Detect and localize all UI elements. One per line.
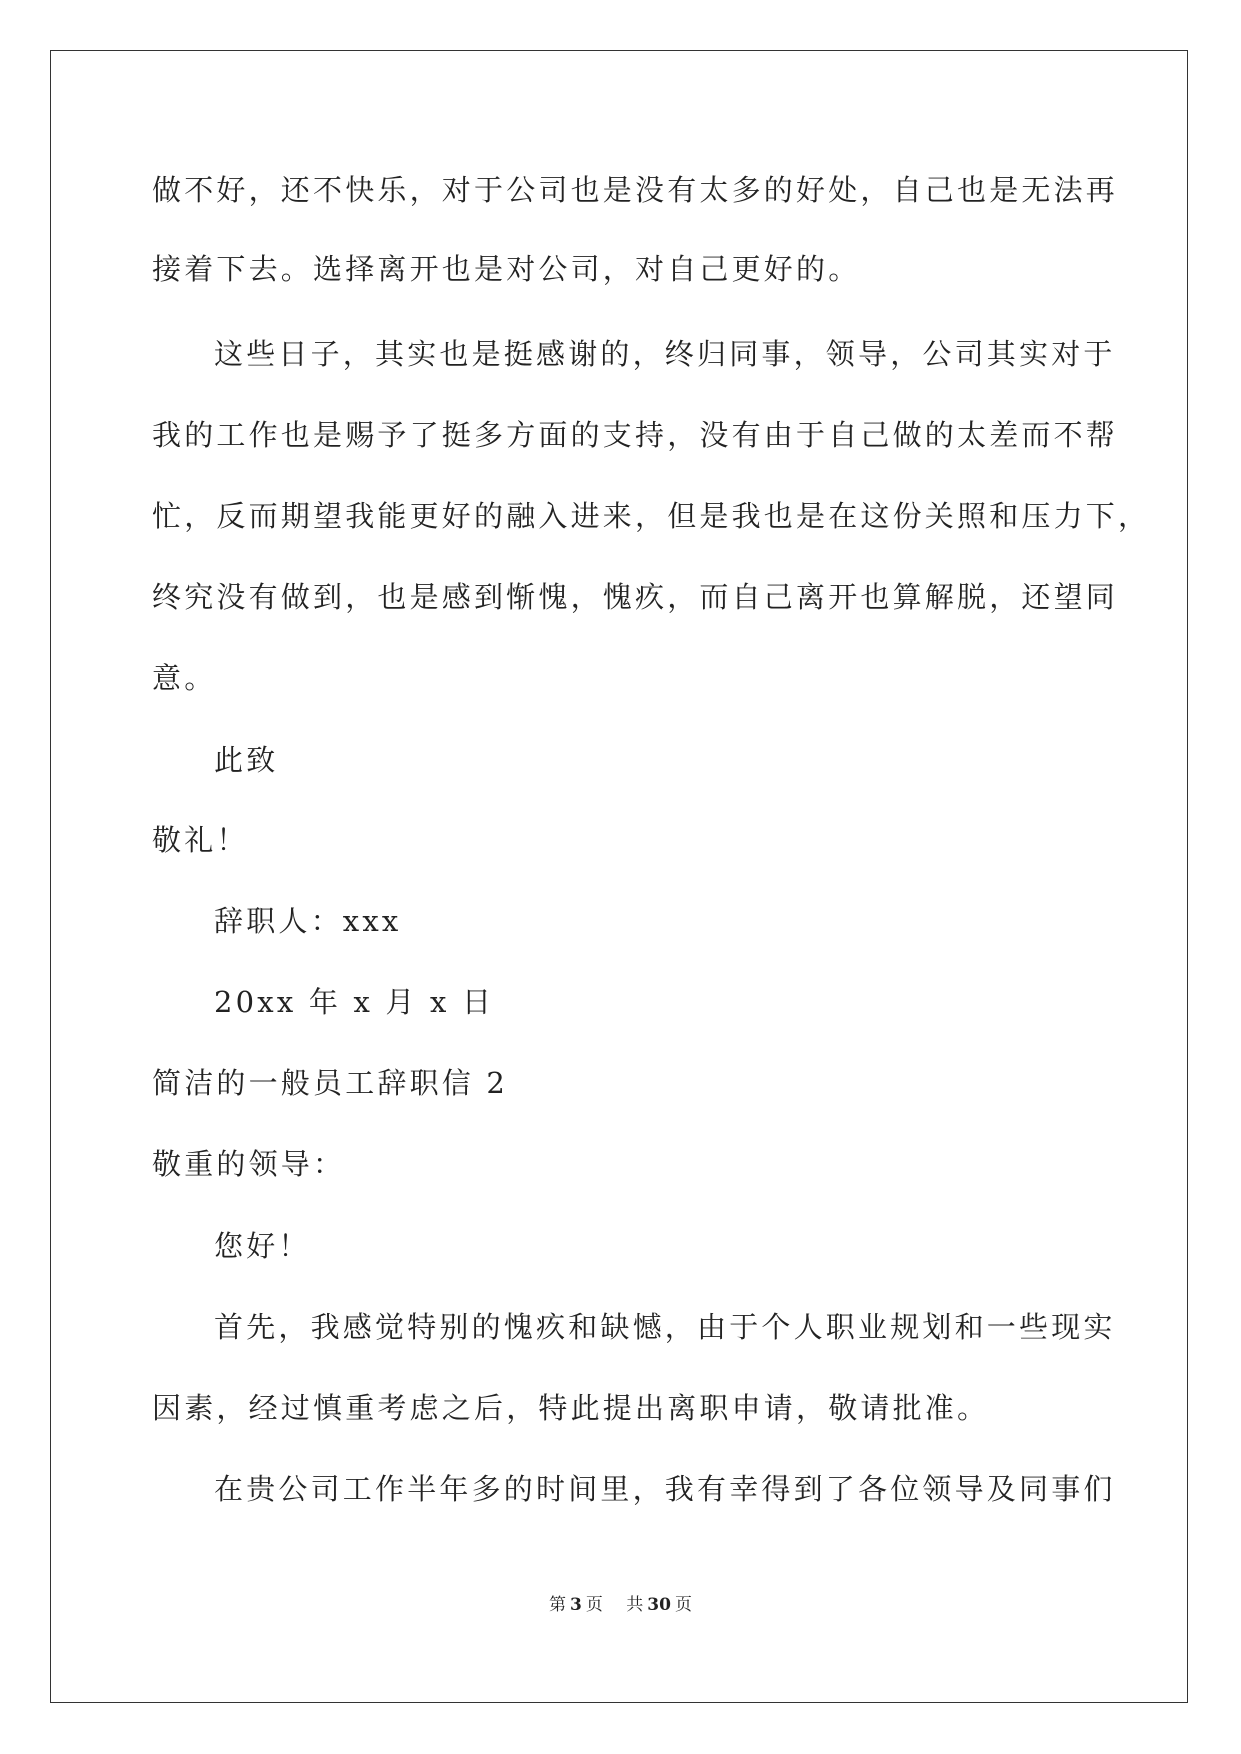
page-border — [50, 50, 1188, 1703]
footer-total-pages: 30 — [647, 1595, 671, 1615]
salutation-respect: 敬礼！ — [152, 823, 249, 857]
page-footer — [0, 1590, 1241, 1615]
footer-prefix: 第 — [549, 1595, 567, 1615]
text-line: 忙，反而期望我能更好的融入进来，但是我也是在这份关照和压力下， — [152, 499, 1151, 533]
text-line: 我的工作也是赐予了挺多方面的支持，没有由于自己做的太差而不帮 — [152, 418, 1119, 452]
text-line: 因素，经过慎重考虑之后，特此提出离职申请，敬请批准。 — [152, 1391, 990, 1425]
letter-addressee: 敬重的领导： — [152, 1147, 346, 1181]
text-line: 做不好，还不快乐，对于公司也是没有太多的好处，自己也是无法再 — [152, 173, 1119, 207]
footer-total-suffix: 页 — [674, 1595, 692, 1615]
text-line: 这些日子，其实也是挺感谢的，终归同事，领导，公司其实对于 — [214, 337, 1116, 371]
text-line: 意。 — [152, 661, 217, 695]
section-title: 简洁的一般员工辞职信 2 — [152, 1066, 509, 1100]
text-line: 接着下去。选择离开也是对公司，对自己更好的。 — [152, 252, 861, 286]
signature-line: 辞职人：xxx — [214, 904, 402, 938]
text-line: 在贵公司工作半年多的时间里，我有幸得到了各位领导及同事们 — [214, 1472, 1116, 1506]
footer-page-word: 页 — [585, 1595, 603, 1615]
footer-current-page: 3 — [570, 1595, 582, 1615]
footer-total-prefix: 共 — [626, 1595, 644, 1615]
letter-greeting: 您好！ — [214, 1229, 311, 1263]
salutation-closing: 此致 — [214, 743, 279, 777]
text-line: 终究没有做到，也是感到惭愧，愧疚，而自己离开也算解脱，还望同 — [152, 580, 1119, 614]
date-line: 20xx 年 x 月 x 日 — [214, 985, 495, 1019]
text-line: 首先，我感觉特别的愧疚和缺憾，由于个人职业规划和一些现实 — [214, 1310, 1116, 1344]
